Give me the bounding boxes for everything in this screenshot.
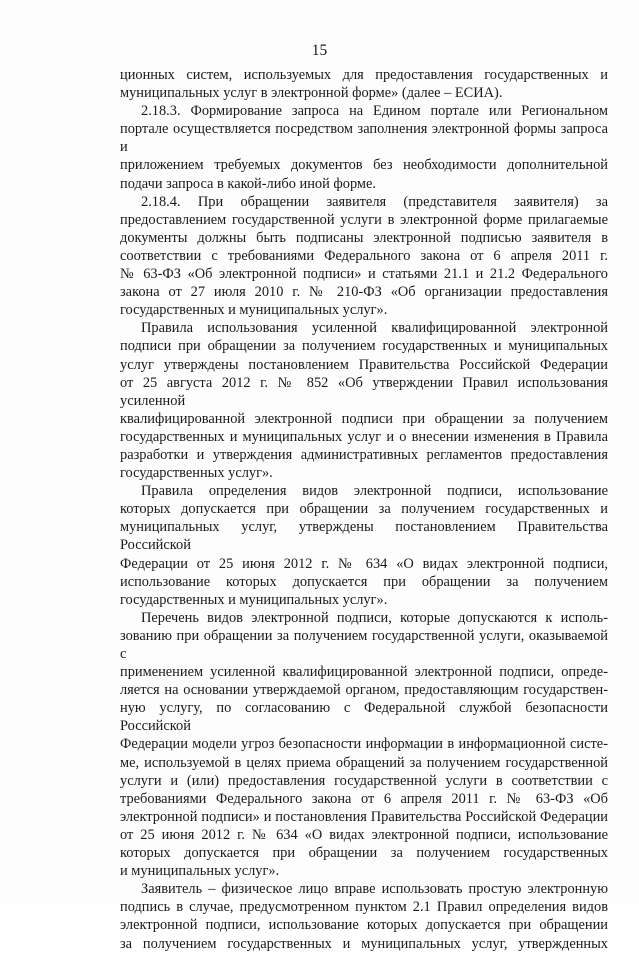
text-line: 2.18.4. При обращении заявителя (представителя заявителя) за xyxy=(141,193,608,210)
document-body xyxy=(120,66,608,953)
text-line: предоставлением государственной услуги в электронной форме прилагаемые xyxy=(120,211,608,228)
paragraph-signature-list xyxy=(120,609,608,880)
text-line: портале осуществляется посредством заполнения электронной формы запроса и xyxy=(120,121,608,156)
text-line: Перечень видов электронной подписи, которые допускаются к исполь- xyxy=(141,609,608,626)
paragraph-continuation xyxy=(120,66,608,102)
text-line: электронной подписи, использование которых допускается при обращении xyxy=(120,917,608,934)
text-line: которых допускается при обращении за получением государственных xyxy=(120,845,608,862)
text-line: муниципальных услуг, утверждены постановлением Правительства Российской xyxy=(120,519,608,554)
text-line: которых допускается при обращении за получением государственных и xyxy=(120,501,608,518)
text-line: разработки и утверждения административных регламентов предоставления xyxy=(120,446,608,463)
text-line: и муниципальных услуг». xyxy=(120,863,280,880)
text-line: ную услугу, по согласованию с Федеральной службой безопасности Российской xyxy=(120,700,608,735)
text-line: Федерации модели угроз безопасности информации в информационной систе- xyxy=(120,736,608,753)
text-line: подачи запроса в какой-либо иной форме. xyxy=(120,175,377,192)
text-line: Правила использования усиленной квалифицированной электронной xyxy=(141,320,608,337)
text-line: от 25 августа 2012 г. № 852 «Об утверждении Правил использования усиленной xyxy=(120,374,608,409)
text-line: муниципальных услуг в электронной форме» (далее – ЕСИА). xyxy=(120,85,503,102)
text-line: государственных и муниципальных услуг и о внесении изменения в Правила xyxy=(120,428,608,445)
paragraph-rules-qualified-signature xyxy=(120,319,608,482)
text-line: 2.18.3. Формирование запроса на Едином портале или Региональном xyxy=(141,103,608,120)
text-line: услуги и (или) предоставления государственной услуги в соответствии с xyxy=(120,772,608,789)
text-line: закона от 27 июля 2010 г. № 210-ФЗ «Об организации предоставления xyxy=(120,284,608,301)
text-line: приложением требуемых документов без необходимости дополнительной xyxy=(120,157,608,174)
text-line: ме, используемой в целях приема обращений за получением государственной xyxy=(120,754,608,771)
paragraph-2-18-4 xyxy=(120,193,608,320)
paragraph-applicant-simple-signature xyxy=(120,880,608,952)
text-line: государственных и муниципальных услуг». xyxy=(120,591,388,608)
text-line: Правила определения видов электронной подписи, использование xyxy=(141,483,608,500)
paragraph-2-18-3 xyxy=(120,102,608,192)
text-line: зованию при обращении за получением государственной услуги, оказываемой с xyxy=(120,627,608,662)
text-line: документы должны быть подписаны электронной подписью заявителя в xyxy=(120,229,608,246)
text-line: использование которых допускается при обращении за получением xyxy=(120,573,608,590)
paragraph-rules-signature-types xyxy=(120,482,608,609)
text-line: подпись в случае, предусмотренном пунктом 2.1 Правил определения видов xyxy=(120,899,608,916)
text-line: услуг утверждены постановлением Правительства Российской Федерации xyxy=(120,356,608,373)
text-line: требованиями Федерального закона от 6 апреля 2011 г. № 63-ФЗ «Об xyxy=(120,790,608,807)
text-line: квалифицированной электронной подписи при обращении за получением xyxy=(120,410,608,427)
text-line: от 25 июня 2012 г. № 634 «О видах электронной подписи, использование xyxy=(120,826,608,843)
text-line: ляется на основании утверждаемой органом, предоставляющим государствен- xyxy=(120,682,608,699)
text-line: соответствии с требованиями Федерального закона от 6 апреля 2011 г. xyxy=(120,247,608,264)
page-number: 15 xyxy=(311,42,328,59)
text-line: № 63-ФЗ «Об электронной подписи» и статьями 21.1 и 21.2 Федерального xyxy=(120,266,608,283)
text-line: Федерации от 25 июня 2012 г. № 634 «О видах электронной подписи, xyxy=(120,555,608,572)
text-line: Заявитель – физическое лицо вправе использовать простую электронную xyxy=(141,881,608,898)
text-line: подписи при обращении за получением государственных и муниципальных xyxy=(120,338,608,355)
text-line: применением усиленной квалифицированной электронной подписи, опреде- xyxy=(120,664,608,681)
text-line: за получением государственных и муниципальных услуг, утвержденных xyxy=(120,935,608,952)
text-line: государственных и муниципальных услуг». xyxy=(120,302,388,319)
text-line: ционных систем, используемых для предоставления государственных и xyxy=(120,67,608,83)
text-line: электронной подписи» и постановления Правительства Российской Федерации xyxy=(120,808,608,825)
text-line: государственных услуг». xyxy=(120,465,273,482)
